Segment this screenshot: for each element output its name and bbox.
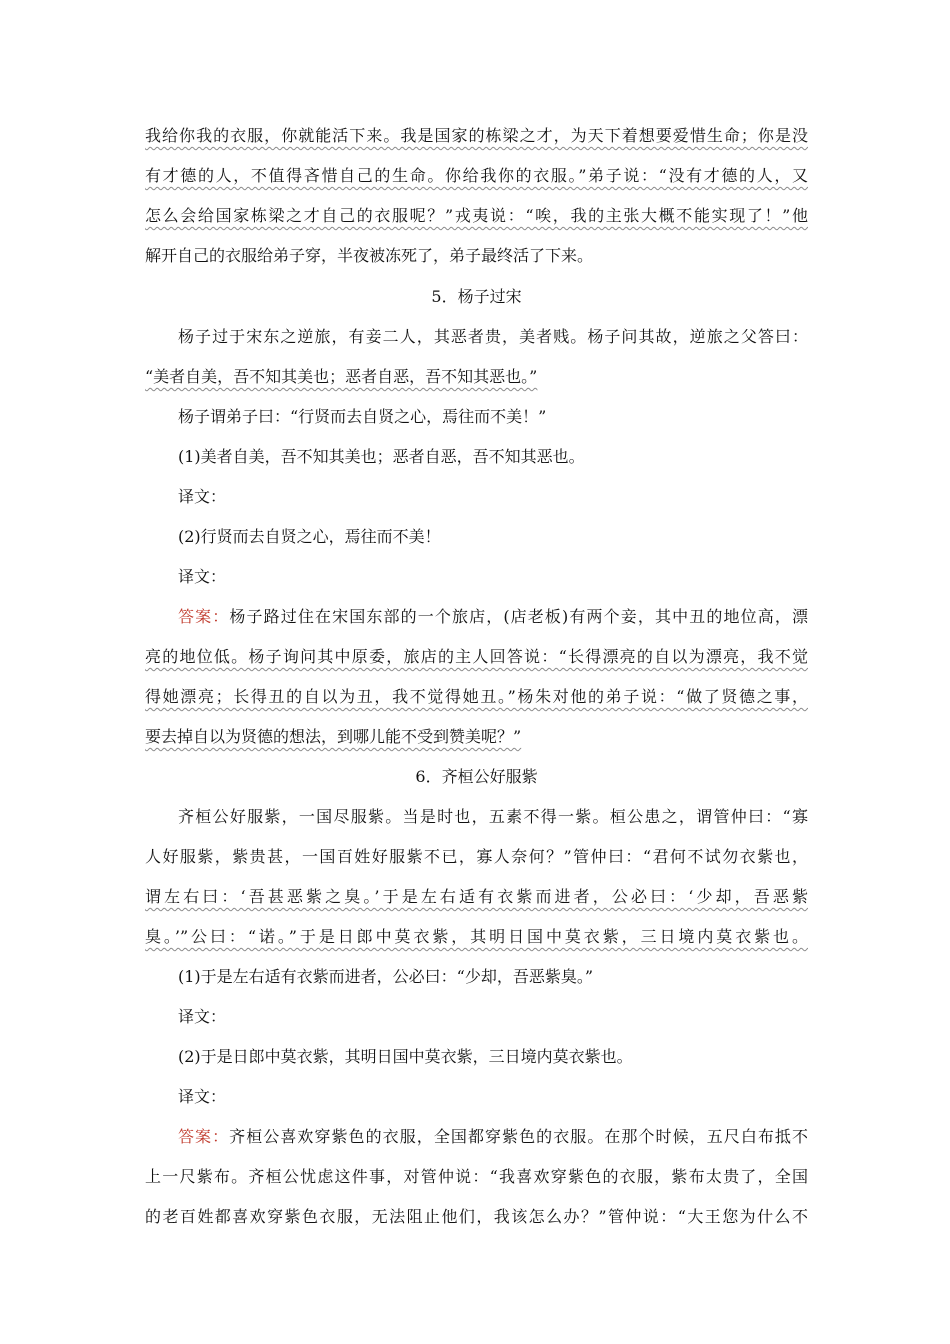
question-1: (1)于是左右适有衣紫而进者，公必曰：“少却，吾恶紫臭。” (178, 967, 594, 986)
wavy-underlined-text: 要去掉自以为贤德的想法，到哪儿能不受到赞美呢？” (145, 727, 522, 746)
text-line: 解开自己的衣服给弟子穿，半夜被冻死了，弟子最终活了下来。 (145, 246, 594, 265)
question-2: (2)于是日郎中莫衣紫，其明日国中莫衣紫，三日境内莫衣紫也。 (178, 1047, 633, 1066)
text-line (145, 727, 808, 749)
text-line (145, 166, 808, 188)
wavy-underlined-text: 谓左右曰：‘吾甚恶紫之臭。’于是左右适有衣紫而进者，公必曰：‘少却，吾恶紫 (145, 887, 808, 906)
translation-label: 译文： (178, 487, 227, 506)
answer-text: 杨子路过住在宋国东部的一个旅店，(店老板)有两个妾，其中丑的地位高，漂 (229, 607, 808, 626)
text-line (145, 687, 808, 709)
text-line (145, 206, 808, 228)
answer-line (178, 1127, 808, 1149)
answer-line (178, 607, 808, 629)
text-line (145, 367, 808, 389)
answer-label: 答案： (178, 607, 230, 626)
section-heading: 5．杨子过宋 (431, 287, 522, 306)
text-line: 杨子过于宋东之逆旅，有妾二人，其恶者贵，美者贱。杨子问其故，逆旅之父答曰： (178, 327, 808, 346)
text-line: 上一尺紫布。齐桓公忧虑这件事，对管仲说：“我喜欢穿紫色的衣服，紫布太贵了，全国 (145, 1167, 808, 1186)
text-line (145, 927, 808, 949)
text-line (145, 887, 808, 909)
question-1: (1)美者自美，吾不知其美也；恶者自恶，吾不知其恶也。 (178, 447, 585, 466)
text-line: 人好服紫，紫贵甚，一国百姓好服紫不已，寡人奈何？”管仲曰：“君何不试勿衣紫也， (145, 847, 808, 866)
text-line: 齐桓公好服紫，一国尽服紫。当是时也，五素不得一紫。桓公患之，谓管仲曰：“寡 (178, 807, 808, 826)
translation-label: 译文： (178, 567, 227, 586)
wavy-underlined-text: “美者自美，吾不知其美也；恶者自恶，吾不知其恶也。” (145, 367, 538, 386)
question-2: (2)行贤而去自贤之心，焉往而不美！ (178, 527, 441, 546)
wavy-underlined-text: 亮的地位低。杨子询问其中原委，旅店的主人回答说：“长得漂亮的自以为漂亮，我不觉 (145, 647, 808, 666)
section-heading: 6．齐桓公好服紫 (415, 767, 538, 786)
text-line: 杨子谓弟子曰：“行贤而去自贤之心，焉往而不美！” (178, 407, 547, 426)
answer-text: 齐桓公喜欢穿紫色的衣服，全国都穿紫色的衣服。在那个时候，五尺白布抵不 (229, 1127, 808, 1146)
wavy-underlined-text: 有才德的人，不值得吝惜自己的生命。你给我你的衣服。”弟子说：“没有才德的人，又 (145, 166, 808, 185)
text-line: 的老百姓都喜欢穿紫色衣服，无法阻止他们，我该怎么办？”管仲说：“大王您为什么不 (145, 1207, 808, 1226)
wavy-underlined-text: 怎么会给国家栋梁之才自己的衣服呢？”戎夷说：“唉，我的主张大概不能实现了！”他 (145, 206, 808, 225)
answer-label: 答案： (178, 1127, 230, 1146)
wavy-underlined-text: 得她漂亮；长得丑的自以为丑，我不觉得她丑。”杨朱对他的弟子说：“做了贤德之事， (145, 687, 808, 706)
translation-label: 译文： (178, 1007, 227, 1026)
text-line (145, 647, 808, 669)
text-line (145, 126, 808, 148)
wavy-underlined-text: 我给你我的衣服，你就能活下来。我是国家的栋梁之才，为天下着想要爱惜生命；你是没 (145, 126, 808, 145)
translation-label: 译文： (178, 1087, 227, 1106)
wavy-underlined-text: 臭。’”公曰：“诺。”于是日郎中莫衣紫，其明日国中莫衣紫，三日境内莫衣紫也。 (145, 927, 808, 946)
